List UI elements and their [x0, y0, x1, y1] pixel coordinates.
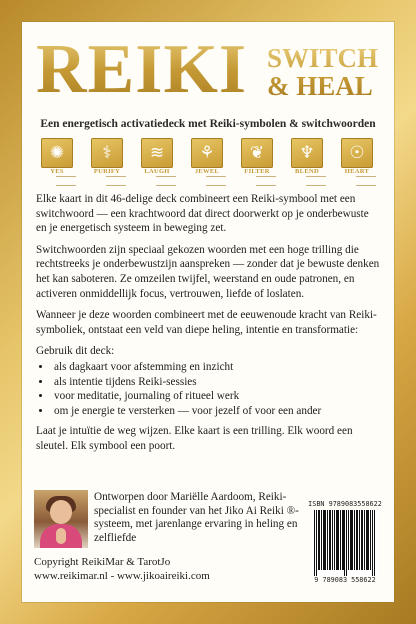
- main-title: REIKI: [36, 31, 248, 108]
- reiki-symbol-icon: ♆: [291, 138, 323, 168]
- title-block: [36, 31, 380, 112]
- sample-card: [336, 138, 378, 188]
- paragraph-combination: Wanneer je deze woorden combineert met de eeuwenoude kracht van Reiki-symboliek, ontstaat een veld van diepe heling, intentie en transformatie:: [36, 309, 377, 336]
- paragraph-switchwords: Switchwoorden zijn speciaal gekozen woorden met een hoge trilling die rechtstreeks je onderbewustzijn aanspreken — zonder dat je bewuste denken het kan saboteren. Ze omzeilen twijfel, weerstand en oude patronen, en activeren onmiddellijk focus, vertrouwen, liefde of loslaten.: [36, 243, 380, 300]
- uses-heading: Gebruik dit deck:: [36, 345, 115, 358]
- author-photo: [34, 490, 88, 548]
- back-cover: [22, 22, 394, 602]
- list-item: • als dagkaart voor afstemming en inzicht: [52, 360, 382, 375]
- list-item: • om je energie te versterken — voor jezelf of voor een ander: [52, 404, 382, 419]
- card-text-lines: [356, 176, 376, 186]
- card-text-lines: [306, 176, 326, 186]
- websites: www.reikimar.nl - www.jikoaireiki.com: [34, 569, 210, 582]
- sample-card: [236, 138, 278, 188]
- paragraph-closing: Laat je intuïtie de weg wijzen. Elke kaart is een trilling. Elk woord een sleutel. Elk symbool een poort.: [36, 425, 353, 452]
- sample-card: [86, 138, 128, 188]
- card-text-lines: [206, 176, 226, 186]
- card-label: LAUGH: [144, 168, 170, 175]
- sample-card: [36, 138, 78, 188]
- card-label: HEART: [344, 168, 370, 175]
- isbn-digits: 9 789083 558622: [314, 576, 376, 584]
- card-label: BLEND: [295, 168, 319, 175]
- isbn-barcode: [308, 500, 382, 586]
- card-label: JEWEL: [194, 168, 220, 175]
- list-item: • als intentie tijdens Reiki-sessies: [52, 375, 382, 390]
- card-text-lines: [106, 176, 126, 186]
- card-label: YES: [50, 168, 64, 175]
- author-bio: Ontworpen door Mariëlle Aardoom, Reiki-specialist en founder van het Jiko Ai Reiki ®-systeem, met jarenlange ervaring in heling en zelfliefde: [94, 491, 299, 544]
- reiki-symbol-icon: ⚘: [191, 138, 223, 168]
- card-text-lines: [156, 176, 176, 186]
- reiki-symbol-icon: ☉: [341, 138, 373, 168]
- paragraph-intro: Elke kaart in dit 46-delige deck combineert een Reiki-symbool met een switchwoord — een krachtwoord dat direct doorwerkt op je onderbewuste en je energetisch systeem in beweging zet.: [36, 193, 369, 235]
- card-text-lines: [56, 176, 76, 186]
- sub-title: [267, 44, 378, 100]
- sample-card: [286, 138, 328, 188]
- sub-title-line-1: SWITCH: [267, 43, 379, 73]
- copyright: Copyright ReikiMar & TarotJo: [34, 556, 171, 568]
- card-label: FILTER: [244, 168, 270, 175]
- card-text-lines: [256, 176, 276, 186]
- card-label: PURIFY: [93, 168, 121, 175]
- description: [36, 192, 382, 461]
- reiki-symbol-icon: ❦: [241, 138, 273, 168]
- sub-title-line-2: & HEAL: [267, 71, 373, 101]
- barcode-bars: [312, 510, 378, 576]
- sample-card: [136, 138, 178, 188]
- footer: [34, 556, 210, 583]
- sample-card-row: [36, 138, 380, 188]
- list-item: • voor meditatie, journaling of ritueel werk: [52, 389, 382, 404]
- uses-list: [36, 360, 382, 418]
- reiki-symbol-icon: ≋: [141, 138, 173, 168]
- reiki-symbol-icon: ⚕: [91, 138, 123, 168]
- sample-card: [186, 138, 228, 188]
- tagline: Een energetisch activatiedeck met Reiki-symbolen & switchwoorden: [40, 118, 376, 130]
- reiki-symbol-icon: ✺: [41, 138, 73, 168]
- isbn-label: ISBN 9789083558622: [308, 500, 382, 508]
